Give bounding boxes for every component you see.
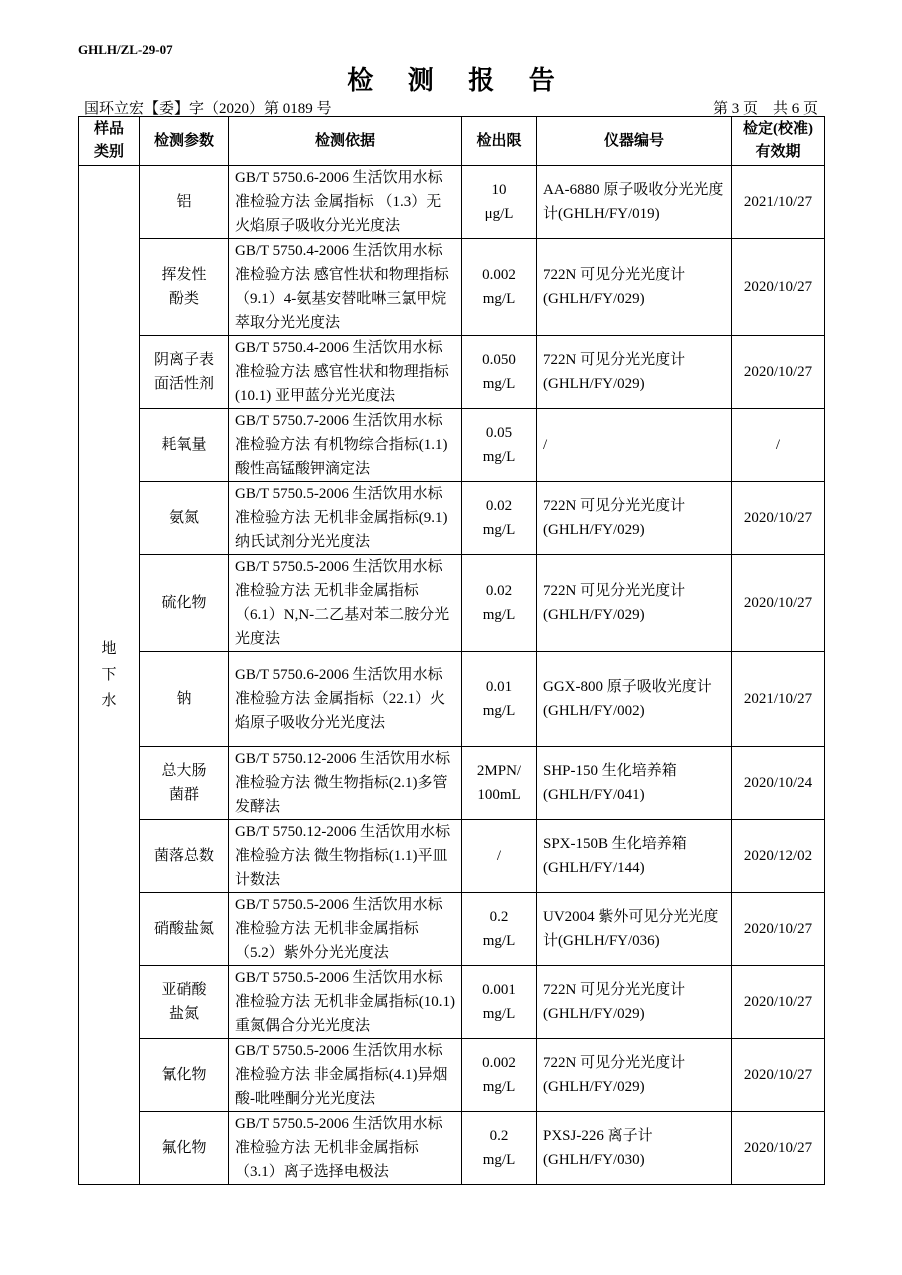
instrument-cell-text: 722N 可见分光光度计(GHLH/FY/029) [543, 352, 686, 392]
parameter-cell-text: 硫化物 [161, 595, 207, 611]
parameter-cell [140, 747, 229, 820]
instrument-cell [537, 652, 732, 747]
parameter-cell [140, 1112, 229, 1185]
parameter-cell [140, 893, 229, 966]
validity-cell [732, 966, 825, 1039]
parameter-cell-text: 铝 [176, 194, 192, 210]
table-row [79, 239, 825, 336]
limit-cell-text: 10 μg/L [484, 182, 514, 222]
header-parameter: 检测参数 [140, 117, 229, 166]
header-basis: 检测依据 [229, 117, 462, 166]
instrument-cell-text: AA-6880 原子吸收分光光度计(GHLH/FY/019) [543, 182, 724, 222]
validity-cell [732, 652, 825, 747]
document-code: GHLH/ZL-29-07 [78, 42, 173, 57]
sample-category-label: 地 下 水 [101, 641, 117, 709]
instrument-cell [537, 555, 732, 652]
parameter-cell [140, 336, 229, 409]
limit-cell-text: 0.050 mg/L [482, 352, 516, 392]
validity-cell [732, 820, 825, 893]
instrument-cell-text: 722N 可见分光光度计(GHLH/FY/029) [543, 267, 686, 307]
parameter-cell-text: 耗氧量 [161, 437, 207, 453]
basis-cell [229, 966, 462, 1039]
validity-cell-text: 2020/10/27 [743, 279, 813, 295]
table-row [79, 893, 825, 966]
limit-cell [462, 482, 537, 555]
instrument-cell-text: 722N 可见分光光度计(GHLH/FY/029) [543, 982, 686, 1022]
limit-cell [462, 966, 537, 1039]
validity-cell-text: 2020/10/27 [743, 595, 813, 611]
header-validity-label: 检定(校准) 有效期 [743, 121, 813, 160]
limit-cell [462, 1039, 537, 1112]
validity-cell [732, 555, 825, 652]
limit-cell-text: 0.2 mg/L [482, 909, 516, 949]
basis-cell [229, 820, 462, 893]
parameter-cell-text: 氟化物 [161, 1140, 207, 1156]
validity-cell [732, 336, 825, 409]
table-row [79, 409, 825, 482]
basis-cell-text: GB/T 5750.6-2006 生活饮用水标准检验方法 金属指标 （1.3）无火焰原子吸收分光光度法 [235, 170, 443, 234]
parameter-cell [140, 555, 229, 652]
validity-cell [732, 239, 825, 336]
basis-cell-text: GB/T 5750.5-2006 生活饮用水标准检验方法 非金属指标(4.1)异烟酸-吡唑酮分光光度法 [235, 1043, 448, 1107]
basis-cell [229, 1039, 462, 1112]
basis-cell [229, 1112, 462, 1185]
instrument-cell [537, 1039, 732, 1112]
basis-cell [229, 893, 462, 966]
basis-cell [229, 166, 462, 239]
basis-cell [229, 239, 462, 336]
limit-cell-text: 0.01 mg/L [482, 679, 516, 719]
table-row [79, 482, 825, 555]
limit-cell [462, 409, 537, 482]
table-row [79, 820, 825, 893]
header-instrument: 仪器编号 [537, 117, 732, 166]
limit-cell-text: 0.002 mg/L [482, 267, 516, 307]
validity-cell-text: 2021/10/27 [743, 691, 813, 707]
basis-cell [229, 482, 462, 555]
validity-cell [732, 409, 825, 482]
limit-cell [462, 893, 537, 966]
instrument-cell-text: UV2004 紫外可见分光光度计(GHLH/FY/036) [543, 909, 719, 949]
validity-cell-text: 2020/12/02 [743, 848, 813, 864]
report-table [78, 116, 825, 1185]
instrument-cell [537, 820, 732, 893]
basis-cell-text: GB/T 5750.6-2006 生活饮用水标准检验方法 金属指标（22.1）火焰原子吸收分光光度法 [235, 667, 446, 731]
parameter-cell-text: 亚硝酸 盐氮 [161, 982, 207, 1022]
validity-cell-text: 2020/10/27 [743, 1067, 813, 1083]
instrument-cell-text: SHP-150 生化培养箱(GHLH/FY/041) [543, 763, 677, 803]
limit-cell [462, 747, 537, 820]
header-validity [732, 117, 825, 166]
table-row [79, 1039, 825, 1112]
basis-cell [229, 652, 462, 747]
parameter-cell-text: 氰化物 [161, 1067, 207, 1083]
instrument-cell [537, 1112, 732, 1185]
parameter-cell [140, 482, 229, 555]
table-row [79, 166, 825, 239]
validity-cell [732, 1039, 825, 1112]
header-sample-type-label: 样品 类别 [93, 121, 124, 160]
basis-cell-text: GB/T 5750.5-2006 生活饮用水标准检验方法 无机非金属指标（3.1）离子选择电极法 [235, 1116, 443, 1180]
parameter-cell [140, 409, 229, 482]
instrument-cell-text: / [543, 437, 548, 453]
limit-cell-text: 0.2 mg/L [482, 1128, 516, 1168]
table-row [79, 1112, 825, 1185]
parameter-cell-text: 阴离子表 面活性剂 [153, 352, 214, 392]
basis-cell-text: GB/T 5750.5-2006 生活饮用水标准检验方法 无机非金属指标(9.1)纳氏试剂分光光度法 [235, 486, 448, 550]
parameter-cell [140, 166, 229, 239]
limit-cell-text: 2MPN/ 100mL [476, 763, 522, 803]
instrument-cell-text: PXSJ-226 离子计(GHLH/FY/030) [543, 1128, 653, 1168]
table-header-row [79, 117, 825, 166]
instrument-cell [537, 409, 732, 482]
limit-cell-text: 0.002 mg/L [482, 1055, 516, 1095]
basis-cell [229, 555, 462, 652]
limit-cell [462, 1112, 537, 1185]
basis-cell [229, 409, 462, 482]
instrument-cell [537, 966, 732, 1039]
instrument-cell-text: GGX-800 原子吸收光度计(GHLH/FY/002) [543, 679, 712, 719]
validity-cell-text: 2020/10/27 [743, 921, 813, 937]
parameter-cell [140, 1039, 229, 1112]
instrument-cell-text: 722N 可见分光光度计(GHLH/FY/029) [543, 583, 686, 623]
validity-cell [732, 1112, 825, 1185]
parameter-cell-text: 硝酸盐氮 [153, 921, 214, 937]
basis-cell-text: GB/T 5750.12-2006 生活饮用水标准检验方法 微生物指标(2.1)多管发酵法 [235, 751, 451, 815]
basis-cell-text: GB/T 5750.5-2006 生活饮用水标准检验方法 无机非金属指标（5.2）紫外分光光度法 [235, 897, 443, 961]
table-row [79, 336, 825, 409]
limit-cell [462, 239, 537, 336]
parameter-cell-text: 钠 [176, 691, 192, 707]
table-row [79, 747, 825, 820]
limit-cell-text: 0.02 mg/L [482, 583, 516, 623]
parameter-cell [140, 239, 229, 336]
instrument-cell [537, 893, 732, 966]
limit-cell [462, 336, 537, 409]
header-sample-type [79, 117, 140, 166]
instrument-cell-text: SPX-150B 生化培养箱(GHLH/FY/144) [543, 836, 687, 876]
limit-cell-text: 0.05 mg/L [482, 425, 516, 465]
instrument-cell [537, 747, 732, 820]
parameter-cell [140, 966, 229, 1039]
parameter-cell-text: 氨氮 [168, 510, 199, 526]
limit-cell [462, 652, 537, 747]
instrument-cell-text: 722N 可见分光光度计(GHLH/FY/029) [543, 1055, 686, 1095]
table-row [79, 555, 825, 652]
page-indicator: 第 3 页 共 6 页 [712, 101, 818, 117]
validity-cell-text: 2020/10/27 [743, 510, 813, 526]
basis-cell [229, 336, 462, 409]
basis-cell-text: GB/T 5750.5-2006 生活饮用水标准检验方法 无机非金属指标（6.1）N,N-二乙基对苯二胺分光光度法 [235, 559, 450, 647]
validity-cell-text: 2020/10/27 [743, 994, 813, 1010]
basis-cell [229, 747, 462, 820]
instrument-cell-text: 722N 可见分光光度计(GHLH/FY/029) [543, 498, 686, 538]
sample-category-cell [79, 166, 140, 1185]
validity-cell [732, 166, 825, 239]
limit-cell [462, 555, 537, 652]
page-title: 检 测 报 告 [347, 66, 569, 95]
instrument-cell [537, 166, 732, 239]
validity-cell [732, 893, 825, 966]
table-row [79, 966, 825, 1039]
basis-cell-text: GB/T 5750.5-2006 生活饮用水标准检验方法 无机非金属指标(10.1)重氮偶合分光光度法 [235, 970, 455, 1034]
basis-cell-text: GB/T 5750.4-2006 生活饮用水标准检验方法 感官性状和物理指标(10.1) 亚甲蓝分光光度法 [235, 340, 449, 404]
instrument-cell [537, 336, 732, 409]
basis-cell-text: GB/T 5750.4-2006 生活饮用水标准检验方法 感官性状和物理指标（9.1）4-氨基安替吡啉三氯甲烷萃取分光光度法 [235, 243, 449, 331]
validity-cell [732, 747, 825, 820]
report-number: 国环立宏【委】字（2020）第 0189 号 [84, 101, 332, 117]
header-limit: 检出限 [462, 117, 537, 166]
parameter-cell-text: 总大肠 菌群 [161, 763, 207, 803]
parameter-cell-text: 挥发性 酚类 [161, 267, 207, 307]
validity-cell-text: 2021/10/27 [743, 194, 813, 210]
table-row [79, 652, 825, 747]
validity-cell-text: 2020/10/27 [743, 1140, 813, 1156]
validity-cell-text: 2020/10/27 [743, 364, 813, 380]
basis-cell-text: GB/T 5750.7-2006 生活饮用水标准检验方法 有机物综合指标(1.1)酸性高锰酸钾滴定法 [235, 413, 448, 477]
limit-cell-text: 0.02 mg/L [482, 498, 516, 538]
limit-cell [462, 820, 537, 893]
validity-cell-text: 2020/10/24 [743, 775, 813, 791]
validity-cell [732, 482, 825, 555]
parameter-cell-text: 菌落总数 [153, 848, 214, 864]
basis-cell-text: GB/T 5750.12-2006 生活饮用水标准检验方法 微生物指标(1.1)平皿计数法 [235, 824, 451, 888]
parameter-cell [140, 820, 229, 893]
limit-cell-text: / [496, 848, 502, 864]
instrument-cell [537, 482, 732, 555]
limit-cell-text: 0.001 mg/L [482, 982, 516, 1022]
validity-cell-text: / [775, 437, 781, 453]
instrument-cell [537, 239, 732, 336]
limit-cell [462, 166, 537, 239]
parameter-cell [140, 652, 229, 747]
